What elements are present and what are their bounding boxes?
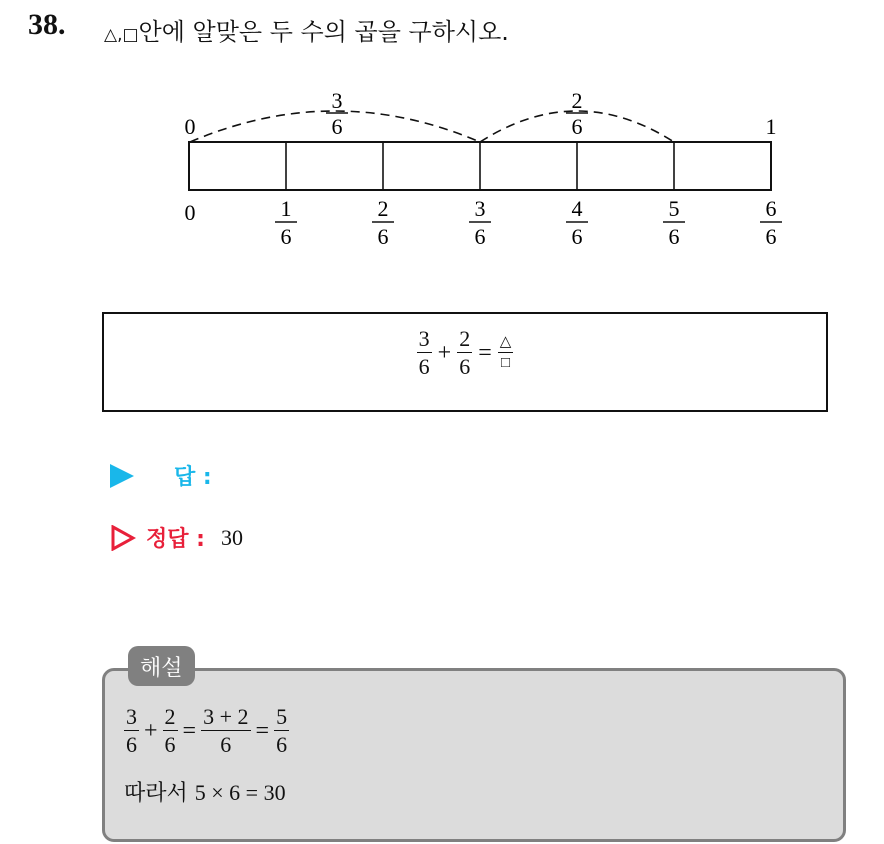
exp-d-num: 5 bbox=[276, 704, 288, 729]
exp-a-num: 3 bbox=[126, 704, 137, 729]
exp-b-num: 2 bbox=[164, 704, 176, 729]
exp-conclusion-math: 5 × 6 = 30 bbox=[194, 780, 286, 805]
exp-d-den: 6 bbox=[276, 732, 288, 757]
correct-answer-row bbox=[110, 522, 243, 553]
correct-answer-label: 정답 : bbox=[146, 527, 205, 552]
answer-row bbox=[110, 460, 212, 491]
formula-equals: = bbox=[478, 339, 492, 366]
formula-f2-den: 6 bbox=[459, 354, 471, 379]
exp-b-den: 6 bbox=[164, 732, 176, 757]
exp-frac-a bbox=[124, 706, 139, 756]
exp-plus: + bbox=[144, 717, 158, 744]
tick-1-num: 1 bbox=[280, 196, 292, 221]
right-end-label: 1 bbox=[765, 114, 777, 139]
tick-3-den: 6 bbox=[474, 224, 486, 249]
arc1-num: 3 bbox=[331, 88, 343, 113]
tick-5-den: 6 bbox=[668, 224, 680, 249]
exp-c-den: 6 bbox=[220, 732, 232, 757]
exp-eq2: = bbox=[255, 717, 270, 744]
formula-fraction-2 bbox=[457, 328, 472, 378]
explanation-conclusion bbox=[124, 776, 286, 807]
question-number: 38. bbox=[28, 8, 66, 41]
exp-frac-d bbox=[274, 706, 289, 756]
formula-equation bbox=[104, 328, 826, 378]
tick-4-den: 6 bbox=[571, 224, 583, 249]
tick-6-num: 6 bbox=[765, 196, 777, 221]
tick-1-den: 6 bbox=[280, 224, 292, 249]
tick-2-num: 2 bbox=[377, 196, 389, 221]
formula-f2-num: 2 bbox=[459, 326, 471, 351]
exp-frac-c bbox=[201, 706, 250, 756]
exp-a-den: 6 bbox=[126, 732, 137, 757]
tick-2-den: 6 bbox=[377, 224, 389, 249]
formula-f1-den: 6 bbox=[418, 354, 430, 379]
arc1-den: 6 bbox=[331, 114, 343, 139]
tick-0: 0 bbox=[184, 200, 196, 225]
explanation-tab: 해설 bbox=[128, 646, 195, 686]
play-triangle-icon bbox=[110, 464, 134, 488]
question-symbols: △,□ bbox=[104, 25, 139, 45]
exp-eq1: = bbox=[182, 717, 197, 744]
question-body: 안에 알맞은 두 수의 곱을 구하시오. bbox=[138, 18, 509, 46]
exp-conclusion-text: 따라서 bbox=[124, 781, 188, 806]
tick-4-num: 4 bbox=[571, 196, 583, 221]
explanation-equation bbox=[124, 706, 289, 756]
formula-f1-num: 3 bbox=[418, 326, 430, 351]
tick-6-den: 6 bbox=[765, 224, 777, 249]
answer-label: 답 : bbox=[174, 465, 212, 490]
formula-unknown-den: □ bbox=[501, 355, 511, 371]
arc2-num: 2 bbox=[571, 88, 583, 113]
formula-box bbox=[102, 312, 828, 412]
arc2-den: 6 bbox=[571, 114, 583, 139]
tick-3-num: 3 bbox=[474, 196, 486, 221]
outline-triangle-icon bbox=[110, 525, 136, 551]
exp-frac-b bbox=[163, 706, 178, 756]
formula-fraction-1 bbox=[417, 328, 432, 378]
left-end-label: 0 bbox=[184, 114, 196, 139]
exp-c-num: 3 + 2 bbox=[203, 704, 249, 729]
formula-unknown-num: △ bbox=[498, 335, 514, 353]
tick-5-num: 5 bbox=[668, 196, 680, 221]
formula-unknown-fraction bbox=[498, 335, 514, 371]
correct-answer-value: 30 bbox=[220, 524, 243, 550]
number-line-diagram bbox=[0, 0, 884, 260]
formula-plus: + bbox=[437, 339, 452, 366]
